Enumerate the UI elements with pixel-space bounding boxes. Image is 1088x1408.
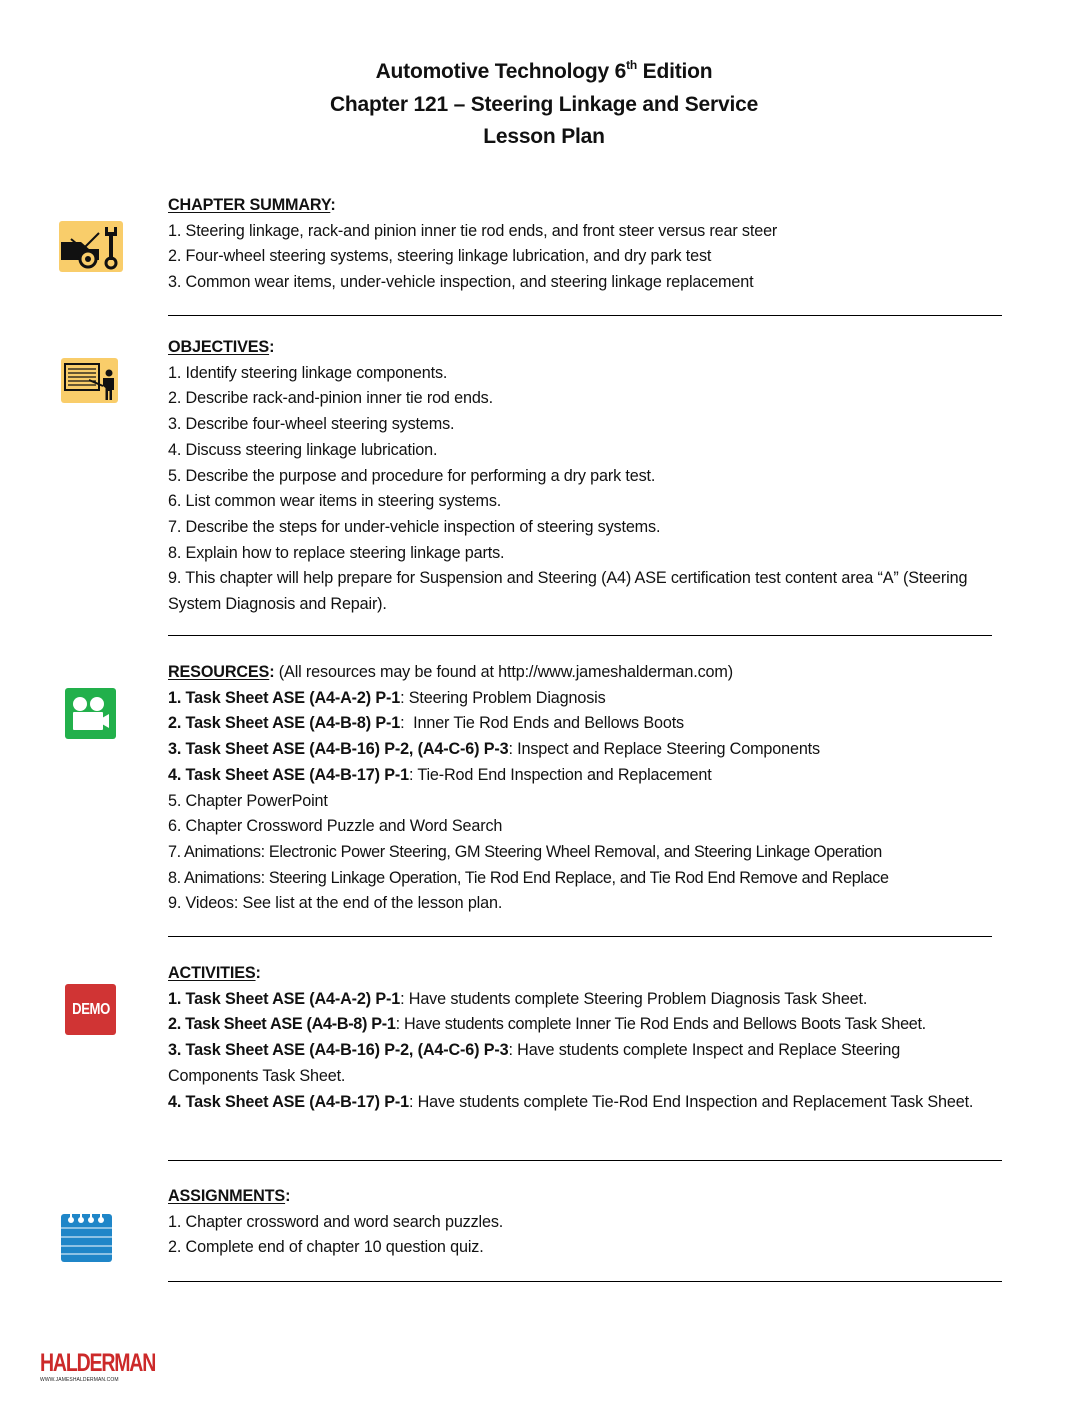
objective-item: 7. Describe the steps for under-vehicle inspection of steering systems. <box>168 517 661 536</box>
objectives-section <box>168 335 1008 618</box>
resources-heading-line <box>168 660 889 686</box>
activity-item <box>168 1038 968 1089</box>
divider <box>168 635 992 636</box>
title-edition: Edition <box>637 60 713 83</box>
heading-text: CHAPTER SUMMARY <box>168 196 331 214</box>
objective-item: 2. Describe rack-and-pinion inner tie rod ends. <box>168 389 493 408</box>
resource-item <box>168 737 889 763</box>
objective-item: 8. Explain how to replace steering linkage parts. <box>168 543 505 562</box>
assignment-item: 2. Complete end of chapter 10 question quiz. <box>168 1238 484 1257</box>
demo-label: DEMO <box>71 1001 110 1018</box>
chapter-summary-section <box>168 193 777 296</box>
resources-section <box>168 660 889 917</box>
halderman-logo <box>40 1349 156 1383</box>
demo-icon <box>65 984 116 1035</box>
chapter-summary-heading: CHAPTER SUMMARY: <box>168 196 336 214</box>
objectives-heading: OBJECTIVES: <box>168 338 275 356</box>
title-line-2: Chapter 121 – Steering Linkage and Service <box>329 92 759 116</box>
task-sheet-label: 3. Task Sheet ASE (A4-B-16) P-2, (A4-C-6) P-3 <box>168 1041 509 1060</box>
logo-url: WWW.JAMESHALDERMAN.COM <box>40 1377 119 1383</box>
activities-section <box>168 961 1018 1115</box>
task-sheet-label: 3. Task Sheet ASE (A4-B-16) P-2, (A4-C-6) P-3 <box>168 740 509 759</box>
notepad-icon <box>61 1211 112 1262</box>
resource-item <box>168 686 889 712</box>
title-line-1 <box>0 56 1088 89</box>
document-title <box>0 56 1088 154</box>
activity-item <box>168 1012 1018 1038</box>
resources-heading: RESOURCES: <box>168 663 275 681</box>
activity-text: : Have students complete Inner Tie Rod Ends and Bellows Boots Task Sheet. <box>395 1015 926 1034</box>
task-sheet-label: 1. Task Sheet ASE (A4-A-2) P-1 <box>168 989 401 1008</box>
heading-text: ACTIVITIES <box>168 964 256 982</box>
objective-item: 3. Describe four-wheel steering systems. <box>168 415 455 434</box>
resource-text: : Tie-Rod End Inspection and Replacement <box>408 765 712 784</box>
summary-item: 3. Common wear items, under-vehicle inspection, and steering linkage replacement <box>168 273 754 292</box>
title-line-3: Lesson Plan <box>483 125 605 148</box>
task-sheet-label: 4. Task Sheet ASE (A4-B-17) P-1 <box>168 765 409 784</box>
summary-item: 2. Four-wheel steering systems, steering linkage lubrication, and dry park test <box>168 247 712 266</box>
divider <box>168 936 992 937</box>
divider <box>168 1281 1002 1282</box>
task-sheet-label: 1. Task Sheet ASE (A4-A-2) P-1 <box>168 688 401 707</box>
heading-text: RESOURCES <box>168 663 270 681</box>
resource-item: 7. Animations: Electronic Power Steering, GM Steering Wheel Removal, and Steering Linkage Operation <box>168 842 882 861</box>
task-sheet-label: 2. Task Sheet ASE (A4-B-8) P-1 <box>168 1015 396 1034</box>
activity-item <box>168 1090 993 1116</box>
resource-text: : Steering Problem Diagnosis <box>400 688 606 707</box>
logo-wordmark: HALDERMAN <box>40 1349 156 1377</box>
task-sheet-label: 4. Task Sheet ASE (A4-B-17) P-1 <box>168 1092 409 1111</box>
resources-note: (All resources may be found at http://www.jameshalderman.com) <box>274 663 733 681</box>
divider <box>168 1160 1002 1161</box>
resource-item <box>168 711 889 737</box>
summary-item: 1. Steering linkage, rack-and pinion inner tie rod ends, and front steer versus rear steer <box>168 221 778 240</box>
assignments-section <box>168 1184 503 1261</box>
assignment-item: 1. Chapter crossword and word search puzzles. <box>168 1212 504 1231</box>
objective-item: 5. Describe the purpose and procedure for performing a dry park test. <box>168 466 656 485</box>
objective-item: 1. Identify steering linkage components. <box>168 363 448 382</box>
activity-item <box>168 987 1018 1013</box>
objective-item: 4. Discuss steering linkage lubrication. <box>168 440 438 459</box>
resource-item: 8. Animations: Steering Linkage Operation, Tie Rod End Replace, and Tie Rod End Remove and Replace <box>168 868 889 887</box>
heading-text: ASSIGNMENTS <box>168 1187 286 1205</box>
task-sheet-label: 2. Task Sheet ASE (A4-B-8) P-1 <box>168 714 401 733</box>
divider <box>168 315 1002 316</box>
video-camera-icon <box>65 688 116 739</box>
resource-item: 6. Chapter Crossword Puzzle and Word Search <box>168 817 503 836</box>
assignments-heading: ASSIGNMENTS: <box>168 1187 291 1205</box>
resource-item: 9. Videos: See list at the end of the lesson plan. <box>168 894 503 913</box>
objective-item: 6. List common wear items in steering systems. <box>168 492 502 511</box>
resource-text: : Inspect and Replace Steering Components <box>508 740 820 759</box>
heading-text: OBJECTIVES <box>168 338 270 356</box>
resource-item: 5. Chapter PowerPoint <box>168 791 328 810</box>
resource-text: : Inner Tie Rod Ends and Bellows Boots <box>400 714 684 733</box>
activity-text: : Have students complete Inspect and Replace Steering Components Task Sheet. <box>168 1041 901 1085</box>
title-book: Automotive Technology 6 <box>375 60 627 83</box>
resource-item <box>168 763 889 789</box>
activity-text: : Have students complete Steering Problem Diagnosis Task Sheet. <box>400 989 868 1008</box>
title-superscript: th <box>626 58 638 72</box>
activities-heading: ACTIVITIES: <box>168 964 261 982</box>
objective-item: 9. This chapter will help prepare for Suspension and Steering (A4) ASE certification test content area “A” (Steering System Diagnosis and Repair). <box>168 569 968 614</box>
teacher-presentation-icon <box>61 358 118 403</box>
activity-text: : Have students complete Tie-Rod End Inspection and Replacement Task Sheet. <box>408 1092 974 1111</box>
car-repair-icon <box>59 221 123 272</box>
